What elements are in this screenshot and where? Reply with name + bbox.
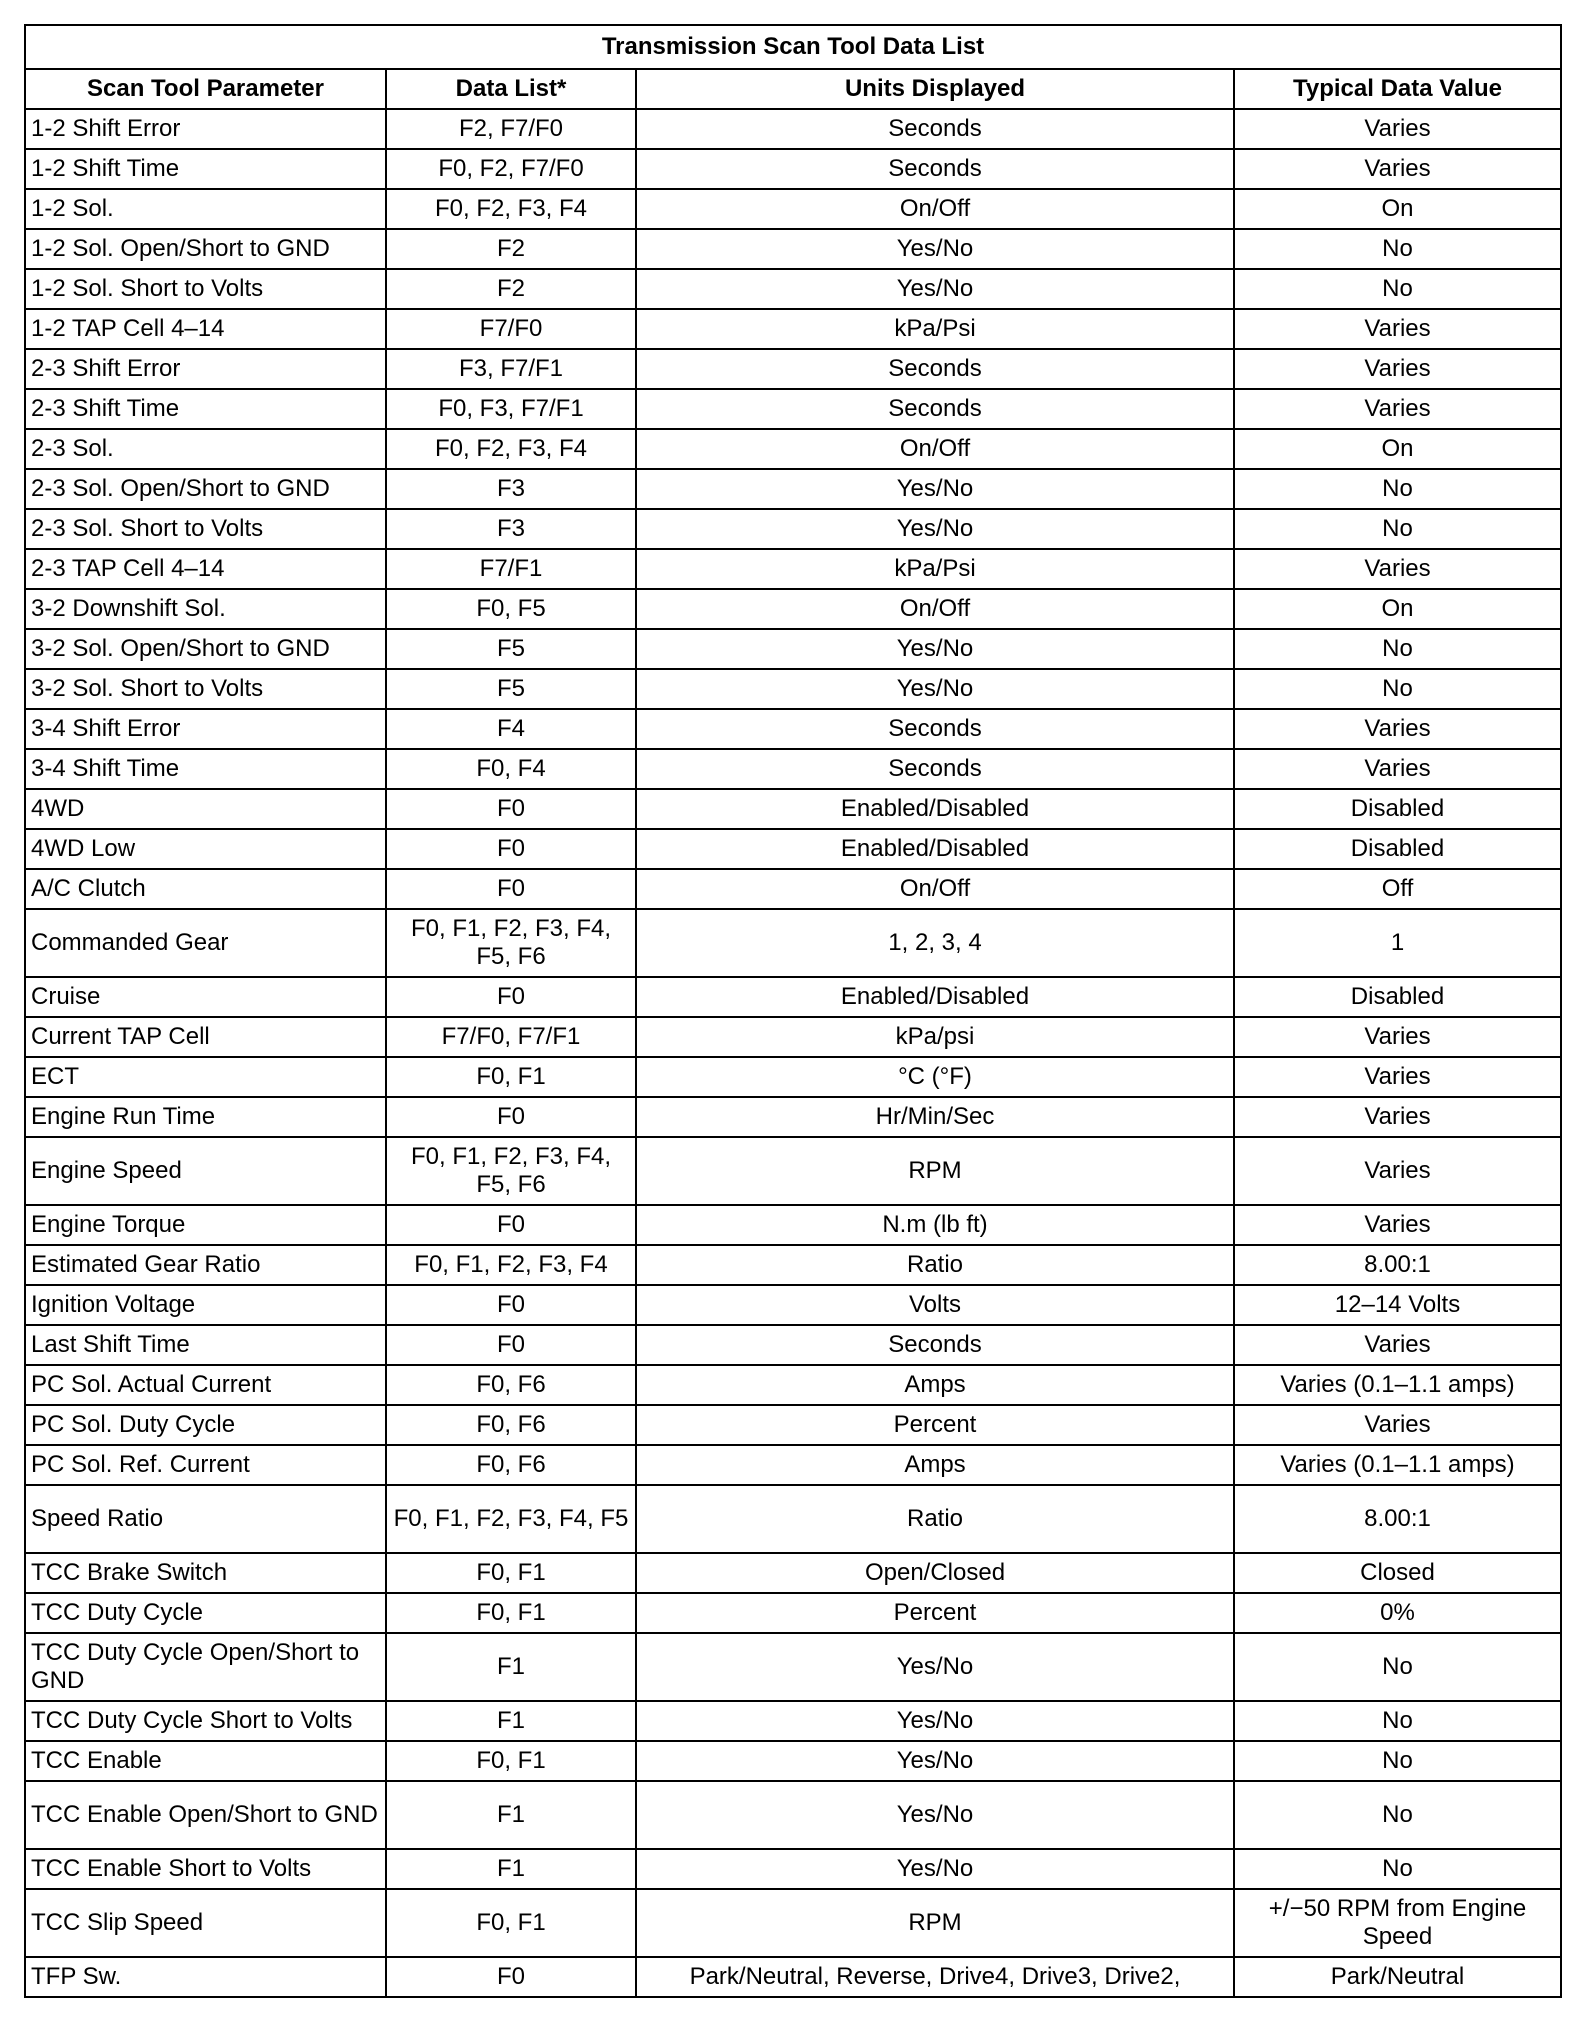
cell-units: kPa/Psi xyxy=(636,309,1234,349)
cell-units: Percent xyxy=(636,1405,1234,1445)
table-title: Transmission Scan Tool Data List xyxy=(25,25,1561,69)
table-row xyxy=(25,1325,1561,1365)
cell-units: Seconds xyxy=(636,749,1234,789)
table-row xyxy=(25,149,1561,189)
cell-typical-value: Off xyxy=(1234,869,1561,909)
cell-data-list: F0, F1 xyxy=(386,1057,636,1097)
cell-typical-value: No xyxy=(1234,229,1561,269)
cell-typical-value: No xyxy=(1234,1633,1561,1701)
cell-parameter: TFP Sw. xyxy=(25,1957,386,1997)
cell-parameter: 2-3 Sol. Open/Short to GND xyxy=(25,469,386,509)
table-row xyxy=(25,1365,1561,1405)
cell-parameter: PC Sol. Duty Cycle xyxy=(25,1405,386,1445)
cell-units: Seconds xyxy=(636,109,1234,149)
cell-typical-value: Park/Neutral xyxy=(1234,1957,1561,1997)
cell-units: Yes/No xyxy=(636,629,1234,669)
table-row xyxy=(25,1137,1561,1205)
cell-parameter: Engine Speed xyxy=(25,1137,386,1205)
cell-typical-value: Varies xyxy=(1234,1405,1561,1445)
table-row xyxy=(25,349,1561,389)
cell-parameter: TCC Duty Cycle Open/Short to GND xyxy=(25,1633,386,1701)
cell-parameter: 4WD xyxy=(25,789,386,829)
header-scan-tool-parameter: Scan Tool Parameter xyxy=(25,69,386,109)
cell-typical-value: Disabled xyxy=(1234,977,1561,1017)
cell-units: Yes/No xyxy=(636,1741,1234,1781)
table-row xyxy=(25,109,1561,149)
cell-typical-value: Varies xyxy=(1234,109,1561,149)
cell-units: On/Off xyxy=(636,869,1234,909)
table-row xyxy=(25,229,1561,269)
table-row xyxy=(25,669,1561,709)
cell-data-list: F0 xyxy=(386,1097,636,1137)
cell-parameter: TCC Brake Switch xyxy=(25,1553,386,1593)
cell-parameter: 1-2 Shift Error xyxy=(25,109,386,149)
table-row xyxy=(25,1957,1561,1997)
table-row xyxy=(25,469,1561,509)
cell-units: Yes/No xyxy=(636,509,1234,549)
scan-tool-data-table xyxy=(24,24,1562,1998)
cell-data-list: F0, F4 xyxy=(386,749,636,789)
cell-typical-value: 8.00:1 xyxy=(1234,1485,1561,1553)
cell-typical-value: Varies xyxy=(1234,389,1561,429)
cell-units: Ratio xyxy=(636,1485,1234,1553)
cell-units: Enabled/Disabled xyxy=(636,789,1234,829)
table-row xyxy=(25,1017,1561,1057)
cell-parameter: 1-2 Shift Time xyxy=(25,149,386,189)
cell-typical-value: 12–14 Volts xyxy=(1234,1285,1561,1325)
cell-data-list: F0 xyxy=(386,1957,636,1997)
header-typical-data-value: Typical Data Value xyxy=(1234,69,1561,109)
cell-units: Ratio xyxy=(636,1245,1234,1285)
cell-data-list: F7/F0 xyxy=(386,309,636,349)
cell-parameter: 3-2 Sol. Short to Volts xyxy=(25,669,386,709)
cell-parameter: 2-3 TAP Cell 4–14 xyxy=(25,549,386,589)
cell-typical-value: Disabled xyxy=(1234,829,1561,869)
cell-parameter: Cruise xyxy=(25,977,386,1017)
cell-units: Seconds xyxy=(636,349,1234,389)
table-row xyxy=(25,977,1561,1017)
table-row xyxy=(25,309,1561,349)
cell-units: On/Off xyxy=(636,429,1234,469)
cell-units: Hr/Min/Sec xyxy=(636,1097,1234,1137)
cell-typical-value: No xyxy=(1234,469,1561,509)
cell-typical-value: Varies xyxy=(1234,1325,1561,1365)
cell-data-list: F5 xyxy=(386,669,636,709)
cell-parameter: 2-3 Sol. Short to Volts xyxy=(25,509,386,549)
cell-data-list: F0, F6 xyxy=(386,1365,636,1405)
cell-units: Yes/No xyxy=(636,669,1234,709)
cell-typical-value: On xyxy=(1234,189,1561,229)
cell-units: Seconds xyxy=(636,1325,1234,1365)
table-row xyxy=(25,709,1561,749)
cell-typical-value: No xyxy=(1234,1849,1561,1889)
table-row xyxy=(25,1633,1561,1701)
cell-typical-value: Closed xyxy=(1234,1553,1561,1593)
table-row xyxy=(25,909,1561,977)
table-row xyxy=(25,1849,1561,1889)
table-row xyxy=(25,1889,1561,1957)
cell-typical-value: Varies xyxy=(1234,349,1561,389)
cell-units: Yes/No xyxy=(636,469,1234,509)
cell-data-list: F1 xyxy=(386,1849,636,1889)
cell-units: Yes/No xyxy=(636,1781,1234,1849)
table-row xyxy=(25,269,1561,309)
table-row xyxy=(25,829,1561,869)
cell-typical-value: 8.00:1 xyxy=(1234,1245,1561,1285)
cell-units: N.m (lb ft) xyxy=(636,1205,1234,1245)
header-data-list: Data List* xyxy=(386,69,636,109)
cell-data-list: F2 xyxy=(386,229,636,269)
cell-typical-value: On xyxy=(1234,589,1561,629)
cell-units: Percent xyxy=(636,1593,1234,1633)
table-row xyxy=(25,1485,1561,1553)
cell-typical-value: No xyxy=(1234,629,1561,669)
cell-typical-value: Varies (0.1–1.1 amps) xyxy=(1234,1365,1561,1405)
cell-data-list: F7/F0, F7/F1 xyxy=(386,1017,636,1057)
table-row xyxy=(25,1553,1561,1593)
table-row xyxy=(25,549,1561,589)
cell-typical-value: Varies xyxy=(1234,1057,1561,1097)
cell-typical-value: Varies xyxy=(1234,709,1561,749)
table-row xyxy=(25,189,1561,229)
cell-units: Enabled/Disabled xyxy=(636,829,1234,869)
cell-parameter: Estimated Gear Ratio xyxy=(25,1245,386,1285)
cell-parameter: 1-2 Sol. Open/Short to GND xyxy=(25,229,386,269)
cell-units: Enabled/Disabled xyxy=(636,977,1234,1017)
cell-data-list: F0, F5 xyxy=(386,589,636,629)
table-row xyxy=(25,429,1561,469)
cell-parameter: TCC Slip Speed xyxy=(25,1889,386,1957)
table-row xyxy=(25,1701,1561,1741)
cell-data-list: F0, F6 xyxy=(386,1445,636,1485)
cell-units: Yes/No xyxy=(636,229,1234,269)
cell-typical-value: 1 xyxy=(1234,909,1561,977)
cell-typical-value: Varies xyxy=(1234,1017,1561,1057)
cell-data-list: F0, F1 xyxy=(386,1741,636,1781)
cell-parameter: 1-2 Sol. Short to Volts xyxy=(25,269,386,309)
table-row xyxy=(25,1405,1561,1445)
table-row xyxy=(25,1097,1561,1137)
cell-units: kPa/psi xyxy=(636,1017,1234,1057)
cell-parameter: ECT xyxy=(25,1057,386,1097)
cell-data-list: F1 xyxy=(386,1781,636,1849)
cell-parameter: Speed Ratio xyxy=(25,1485,386,1553)
table-row xyxy=(25,1781,1561,1849)
table-row xyxy=(25,789,1561,829)
cell-parameter: Last Shift Time xyxy=(25,1325,386,1365)
cell-parameter: 1-2 TAP Cell 4–14 xyxy=(25,309,386,349)
cell-units: Yes/No xyxy=(636,1849,1234,1889)
cell-units: °C (°F) xyxy=(636,1057,1234,1097)
cell-typical-value: Varies xyxy=(1234,549,1561,589)
cell-data-list: F0, F2, F7/F0 xyxy=(386,149,636,189)
cell-data-list: F0, F1, F2, F3, F4 xyxy=(386,1245,636,1285)
table-row xyxy=(25,629,1561,669)
cell-data-list: F0 xyxy=(386,789,636,829)
table-row xyxy=(25,1057,1561,1097)
table-row xyxy=(25,1593,1561,1633)
cell-typical-value: No xyxy=(1234,1781,1561,1849)
table-row xyxy=(25,1245,1561,1285)
cell-data-list: F0, F3, F7/F1 xyxy=(386,389,636,429)
cell-data-list: F0, F1 xyxy=(386,1593,636,1633)
cell-data-list: F0 xyxy=(386,1205,636,1245)
cell-typical-value: Varies xyxy=(1234,1137,1561,1205)
cell-data-list: F0, F1, F2, F3, F4, F5, F6 xyxy=(386,909,636,977)
cell-units: kPa/Psi xyxy=(636,549,1234,589)
cell-parameter: Engine Torque xyxy=(25,1205,386,1245)
cell-parameter: TCC Enable Short to Volts xyxy=(25,1849,386,1889)
cell-typical-value: 0% xyxy=(1234,1593,1561,1633)
cell-units: Amps xyxy=(636,1365,1234,1405)
cell-typical-value: Varies xyxy=(1234,1097,1561,1137)
header-units-displayed: Units Displayed xyxy=(636,69,1234,109)
cell-data-list: F0, F2, F3, F4 xyxy=(386,429,636,469)
cell-parameter: Engine Run Time xyxy=(25,1097,386,1137)
cell-parameter: Ignition Voltage xyxy=(25,1285,386,1325)
cell-parameter: 4WD Low xyxy=(25,829,386,869)
cell-units: Open/Closed xyxy=(636,1553,1234,1593)
cell-data-list: F0 xyxy=(386,1285,636,1325)
cell-parameter: PC Sol. Ref. Current xyxy=(25,1445,386,1485)
cell-parameter: 2-3 Sol. xyxy=(25,429,386,469)
cell-parameter: 2-3 Shift Time xyxy=(25,389,386,429)
cell-parameter: 3-4 Shift Time xyxy=(25,749,386,789)
cell-units: RPM xyxy=(636,1137,1234,1205)
cell-typical-value: No xyxy=(1234,669,1561,709)
cell-parameter: TCC Enable xyxy=(25,1741,386,1781)
cell-parameter: 2-3 Shift Error xyxy=(25,349,386,389)
cell-units: Seconds xyxy=(636,149,1234,189)
table-row xyxy=(25,749,1561,789)
cell-parameter: 3-4 Shift Error xyxy=(25,709,386,749)
cell-units: On/Off xyxy=(636,189,1234,229)
cell-typical-value: Disabled xyxy=(1234,789,1561,829)
cell-units: Seconds xyxy=(636,389,1234,429)
cell-data-list: F2, F7/F0 xyxy=(386,109,636,149)
cell-units: Seconds xyxy=(636,709,1234,749)
cell-data-list: F5 xyxy=(386,629,636,669)
cell-typical-value: No xyxy=(1234,1741,1561,1781)
cell-data-list: F3 xyxy=(386,509,636,549)
table-row xyxy=(25,589,1561,629)
cell-parameter: Commanded Gear xyxy=(25,909,386,977)
table-row xyxy=(25,1205,1561,1245)
cell-data-list: F0, F1 xyxy=(386,1889,636,1957)
table-row xyxy=(25,389,1561,429)
table-row xyxy=(25,1445,1561,1485)
cell-typical-value: No xyxy=(1234,1701,1561,1741)
cell-parameter: TCC Duty Cycle xyxy=(25,1593,386,1633)
cell-parameter: 1-2 Sol. xyxy=(25,189,386,229)
cell-typical-value: Varies (0.1–1.1 amps) xyxy=(1234,1445,1561,1485)
table-body xyxy=(25,109,1561,1997)
cell-data-list: F0, F1, F2, F3, F4, F5 xyxy=(386,1485,636,1553)
cell-parameter: Current TAP Cell xyxy=(25,1017,386,1057)
cell-typical-value: Varies xyxy=(1234,749,1561,789)
table-row xyxy=(25,1285,1561,1325)
cell-typical-value: Varies xyxy=(1234,1205,1561,1245)
cell-data-list: F0 xyxy=(386,1325,636,1365)
table-row xyxy=(25,1741,1561,1781)
cell-parameter: TCC Enable Open/Short to GND xyxy=(25,1781,386,1849)
cell-data-list: F0 xyxy=(386,977,636,1017)
cell-parameter: A/C Clutch xyxy=(25,869,386,909)
cell-data-list: F0, F1 xyxy=(386,1553,636,1593)
cell-data-list: F3 xyxy=(386,469,636,509)
cell-units: Park/Neutral, Reverse, Drive4, Drive3, Drive2, xyxy=(636,1957,1234,1997)
cell-parameter: 3-2 Sol. Open/Short to GND xyxy=(25,629,386,669)
cell-data-list: F7/F1 xyxy=(386,549,636,589)
cell-data-list: F1 xyxy=(386,1633,636,1701)
cell-units: Yes/No xyxy=(636,1633,1234,1701)
cell-parameter: 3-2 Downshift Sol. xyxy=(25,589,386,629)
cell-units: Amps xyxy=(636,1445,1234,1485)
cell-units: 1, 2, 3, 4 xyxy=(636,909,1234,977)
table-row xyxy=(25,869,1561,909)
cell-units: On/Off xyxy=(636,589,1234,629)
cell-units: Yes/No xyxy=(636,269,1234,309)
cell-data-list: F0 xyxy=(386,869,636,909)
cell-units: RPM xyxy=(636,1889,1234,1957)
table-row xyxy=(25,509,1561,549)
cell-data-list: F0, F2, F3, F4 xyxy=(386,189,636,229)
cell-data-list: F1 xyxy=(386,1701,636,1741)
cell-units: Volts xyxy=(636,1285,1234,1325)
cell-parameter: TCC Duty Cycle Short to Volts xyxy=(25,1701,386,1741)
cell-data-list: F0, F1, F2, F3, F4, F5, F6 xyxy=(386,1137,636,1205)
cell-units: Yes/No xyxy=(636,1701,1234,1741)
cell-typical-value: Varies xyxy=(1234,149,1561,189)
cell-data-list: F4 xyxy=(386,709,636,749)
cell-typical-value: +/−50 RPM from Engine Speed xyxy=(1234,1889,1561,1957)
cell-typical-value: Varies xyxy=(1234,309,1561,349)
document-page xyxy=(24,24,1560,1998)
cell-typical-value: No xyxy=(1234,269,1561,309)
cell-typical-value: No xyxy=(1234,509,1561,549)
cell-data-list: F0 xyxy=(386,829,636,869)
cell-data-list: F0, F6 xyxy=(386,1405,636,1445)
cell-data-list: F3, F7/F1 xyxy=(386,349,636,389)
cell-typical-value: On xyxy=(1234,429,1561,469)
cell-parameter: PC Sol. Actual Current xyxy=(25,1365,386,1405)
cell-data-list: F2 xyxy=(386,269,636,309)
